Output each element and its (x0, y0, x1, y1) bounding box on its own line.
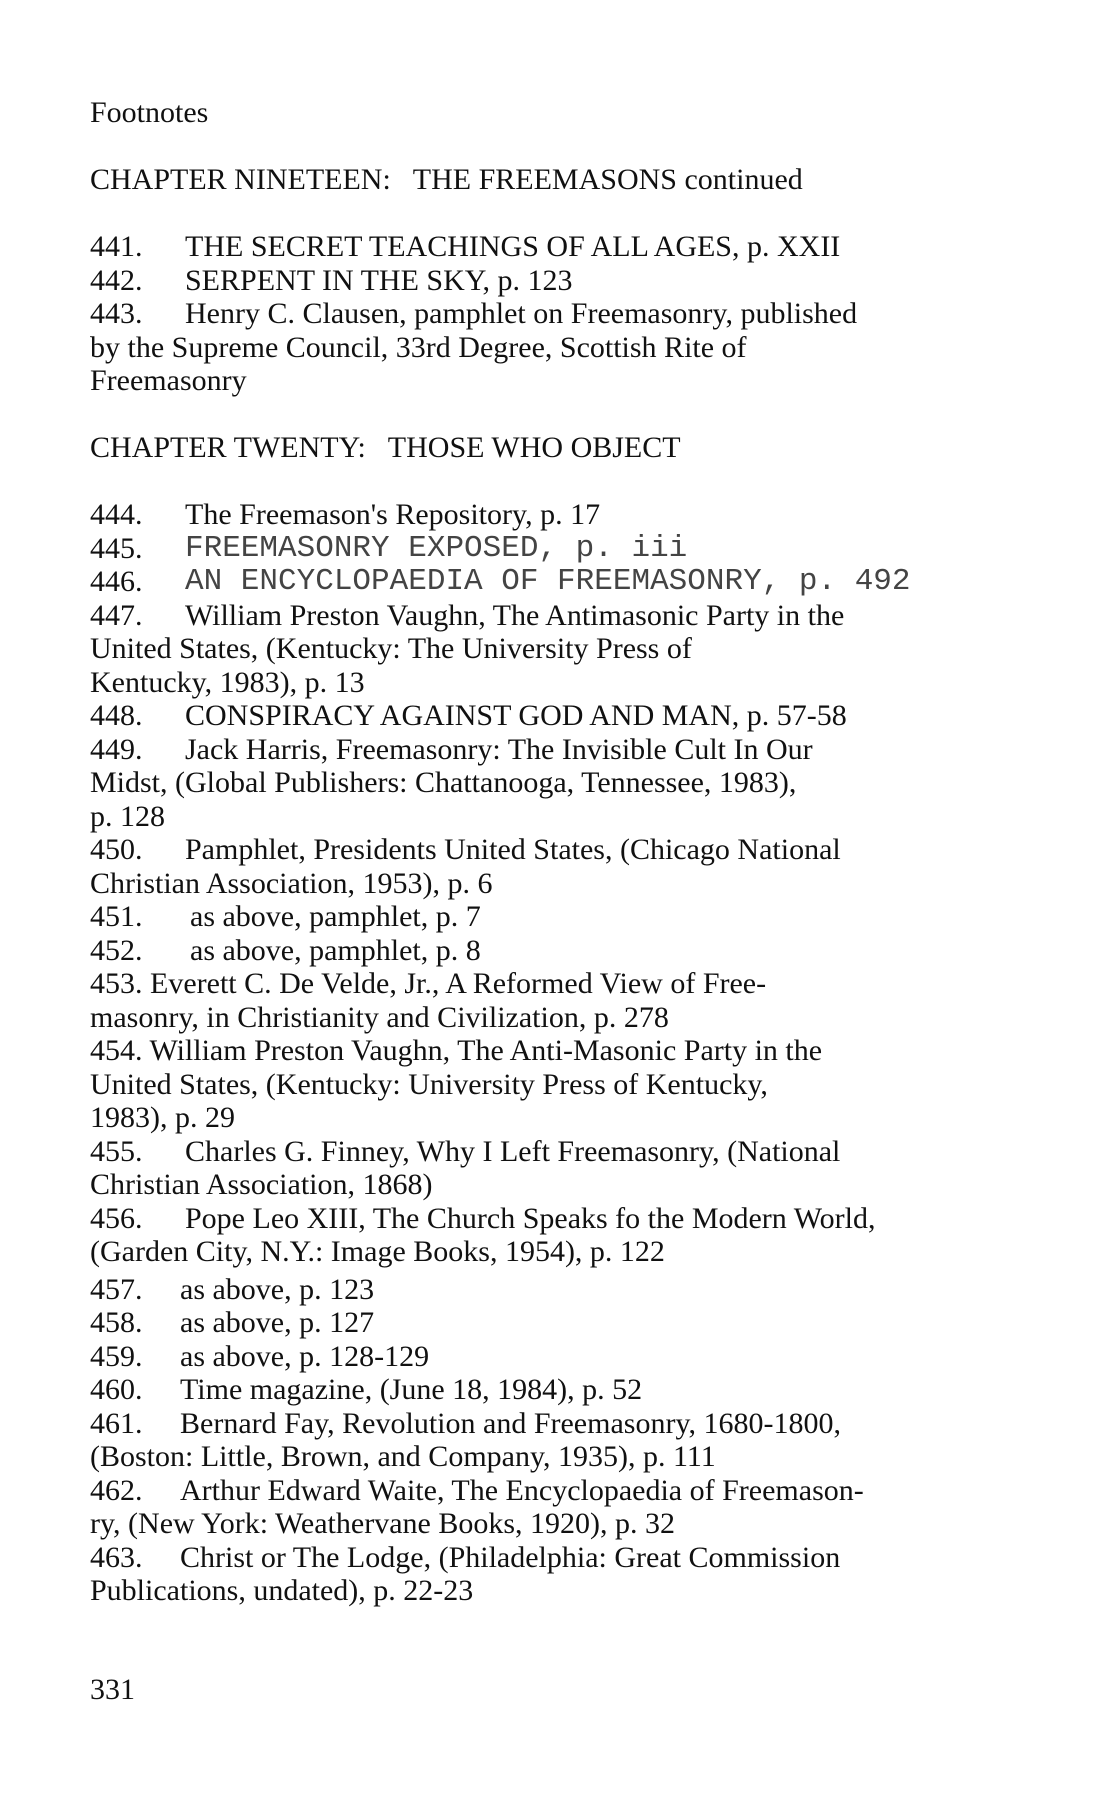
footnote-457 (90, 1272, 375, 1307)
footnote-text: Bernard Fay, Revolution and Freemasonry, 1680-1800, (180, 1406, 841, 1440)
footnote-text: FREEMASONRY EXPOSED, p. iii (185, 530, 688, 566)
footnote-451 (90, 900, 481, 934)
footnote-text: Jack Harris, Freemasonry: The Invisible Cult In Our (185, 732, 813, 766)
footnote-number: 446. (90, 565, 143, 598)
footnote-text: as above, pamphlet, p. 8 (190, 933, 481, 967)
footnote-continuation: 1983), p. 29 (90, 1101, 235, 1134)
footnote-text: William Preston Vaughn, The Antimasonic Party in the (185, 598, 845, 632)
footnote-text: CONSPIRACY AGAINST GOD AND MAN, p. 57-58 (185, 699, 847, 732)
footnote-number: 444. (90, 498, 143, 531)
footnote-460 (90, 1373, 643, 1407)
footnote-452 (90, 933, 481, 968)
footnote-continuation: masonry, in Christianity and Civilization, p. 278 (90, 1000, 669, 1034)
footnote-441 (90, 230, 841, 264)
footnote-442 (90, 263, 573, 298)
footnote-number: 442. (90, 263, 143, 297)
footnote-448 (90, 699, 847, 733)
footnote-continuation: p. 128 (90, 799, 165, 833)
footnote-number: 443. (90, 297, 143, 330)
footnote-number: 457. (90, 1272, 143, 1306)
footnote-continuation: Publications, undated), p. 22-23 (90, 1574, 474, 1607)
footnote-continuation: ry, (New York: Weathervane Books, 1920), p. 32 (90, 1507, 675, 1540)
footnote-445 (90, 530, 688, 566)
footnote-453: 453. Everett C. De Velde, Jr., A Reformed View of Free- (90, 967, 767, 1000)
footnote-text: as above, pamphlet, p. 7 (190, 900, 481, 933)
footnote-450 (90, 833, 841, 867)
footnote-text: as above, p. 128-129 (180, 1339, 430, 1373)
footnote-continuation: by the Supreme Council, 33rd Degree, Scottish Rite of (90, 330, 747, 364)
chapter-heading: CHAPTER TWENTY: THOSE WHO OBJECT (90, 431, 681, 464)
footnote-text: THE SECRET TEACHINGS OF ALL AGES, p. XXII (185, 230, 841, 263)
footnote-continuation: (Garden City, N.Y.: Image Books, 1954), p. 122 (90, 1235, 665, 1268)
footnote-number: 448. (90, 699, 143, 732)
footnote-continuation: Midst, (Global Publishers: Chattanooga, Tennessee, 1983), (90, 766, 797, 799)
footnote-number: 459. (90, 1339, 143, 1373)
footnote-number: 462. (90, 1473, 143, 1507)
footnote-continuation: Christian Association, 1868) (90, 1168, 433, 1201)
footnote-459 (90, 1339, 430, 1374)
chapter-heading: CHAPTER NINETEEN: THE FREEMASONS continued (90, 163, 803, 196)
footnote-continuation: Christian Association, 1953), p. 6 (90, 866, 493, 900)
footnote-463 (90, 1540, 841, 1575)
footnote-458 (90, 1306, 375, 1340)
footnote-text: as above, p. 123 (180, 1272, 375, 1306)
footnote-number: 447. (90, 598, 143, 632)
footnote-text: Pamphlet, Presidents United States, (Chicago National (185, 833, 841, 866)
footnote-443 (90, 297, 858, 331)
footnote-text: as above, p. 127 (180, 1306, 375, 1339)
footnote-text: Arthur Edward Waite, The Encyclopaedia of Freemason- (180, 1473, 864, 1507)
footnote-text: Henry C. Clausen, pamphlet on Freemasonry, published (185, 297, 858, 330)
footnote-449 (90, 732, 813, 767)
footnote-number: 450. (90, 833, 143, 866)
footnote-text: Time magazine, (June 18, 1984), p. 52 (180, 1373, 643, 1406)
footnote-text: SERPENT IN THE SKY, p. 123 (185, 263, 573, 297)
footnote-text: Charles G. Finney, Why I Left Freemasonry, (National (185, 1134, 841, 1168)
footnote-number: 455. (90, 1134, 143, 1168)
footnote-continuation: Freemasonry (90, 364, 247, 397)
footnote-number: 441. (90, 230, 143, 263)
footnote-continuation: Kentucky, 1983), p. 13 (90, 665, 365, 699)
footnote-number: 461. (90, 1406, 143, 1440)
page-number: 331 (90, 1673, 135, 1706)
footnote-461 (90, 1406, 841, 1441)
footnote-number: 445. (90, 531, 143, 565)
footnote-continuation: (Boston: Little, Brown, and Company, 1935), p. 111 (90, 1440, 716, 1473)
footnote-number: 449. (90, 732, 143, 766)
footnote-continuation: United States, (Kentucky: University Press of Kentucky, (90, 1067, 768, 1101)
footnote-text: The Freemason's Repository, p. 17 (185, 498, 601, 531)
footnote-456 (90, 1201, 876, 1236)
footnote-number: 452. (90, 933, 143, 967)
footnote-text: Christ or The Lodge, (Philadelphia: Great Commission (180, 1540, 841, 1574)
footnote-number: 456. (90, 1201, 143, 1235)
footnote-444 (90, 498, 601, 532)
footnote-455 (90, 1134, 841, 1169)
footnote-454: 454. William Preston Vaughn, The Anti-Masonic Party in the (90, 1034, 823, 1067)
footnote-text: AN ENCYCLOPAEDIA OF FREEMASONRY, p. 492 (185, 564, 911, 599)
footnote-number: 458. (90, 1306, 143, 1339)
page-header: Footnotes (90, 96, 209, 129)
footnote-number: 451. (90, 900, 143, 933)
footnote-447 (90, 598, 845, 633)
footnote-number: 463. (90, 1540, 143, 1574)
footnote-text: Pope Leo XIII, The Church Speaks fo the Modern World, (185, 1201, 876, 1235)
footnote-number: 460. (90, 1373, 143, 1406)
footnote-462 (90, 1473, 864, 1508)
footnote-continuation: United States, (Kentucky: The University Press of (90, 632, 692, 665)
footnote-446 (90, 564, 911, 599)
